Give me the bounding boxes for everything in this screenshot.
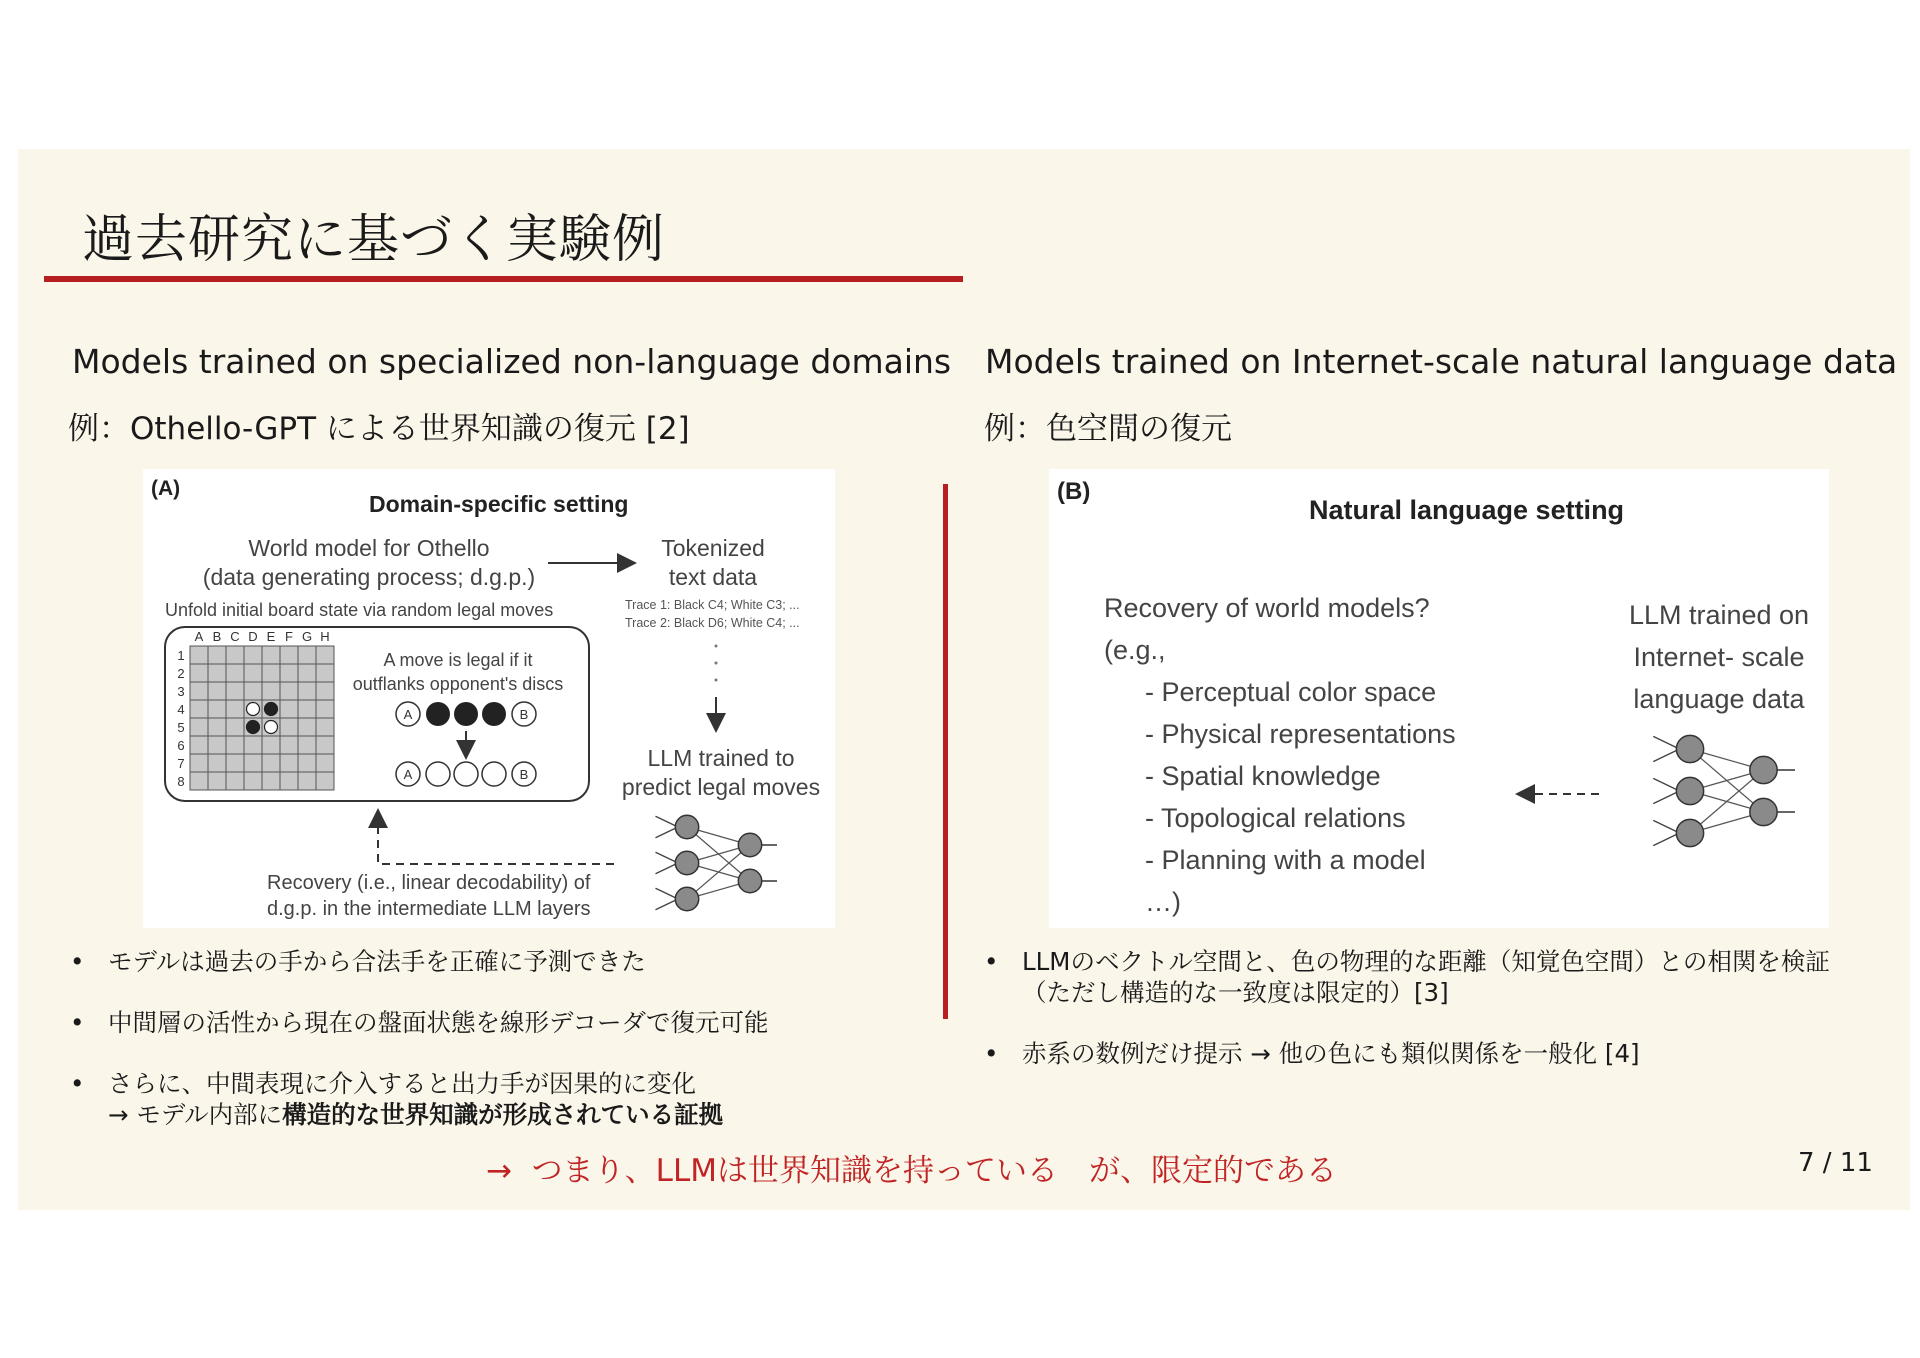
board-column-label: B: [212, 629, 222, 644]
trace-2: Trace 2: Black D6; White C4; ...: [625, 616, 800, 630]
slide: [18, 149, 1910, 1210]
llm-b-line1: LLM trained on: [1628, 600, 1810, 630]
board-disc: [265, 721, 278, 734]
llm-b-line3: language data: [1633, 684, 1805, 714]
svg-text:A: A: [403, 707, 413, 722]
figure-b-title: Natural language setting: [1309, 495, 1625, 525]
slide-title: 過去研究に基づく実験例: [82, 210, 666, 270]
world-model-line1: World model for Othello: [248, 535, 490, 561]
board-column-label: D: [248, 629, 258, 644]
column-divider: [943, 484, 948, 1019]
figure-natural-language: [1049, 469, 1829, 928]
panel-label-a: (A): [151, 477, 181, 500]
recovery-arrow: [378, 812, 614, 864]
recovery-line1: Recovery (i.e., linear decodability) of: [267, 872, 591, 894]
board-row-labels: [177, 648, 184, 789]
tokenized-line1: Tokenized: [661, 535, 765, 561]
right-heading: Models trained on Internet-scale natural language data: [985, 342, 1898, 381]
llm-b-line2: Internet- scale: [1633, 642, 1805, 672]
trace-1: Trace 1: Black C4; White C3; ...: [625, 598, 800, 612]
svg-text:B: B: [519, 707, 529, 722]
page-number: 7 / 11: [1798, 1148, 1873, 1178]
board-column-label: G: [301, 629, 313, 644]
unfold-text: Unfold initial board state via random legal moves: [165, 600, 554, 620]
move-example-after: [396, 762, 536, 786]
board-row-label: 1: [177, 648, 185, 663]
llm-line2: predict legal moves: [621, 774, 821, 800]
world-model-item: - Physical representations: [1145, 719, 1456, 749]
board-row-label: 6: [177, 738, 185, 753]
left-bullet-list: [70, 946, 890, 1160]
neural-network-icon: [1653, 735, 1795, 846]
board-disc: [247, 703, 260, 716]
right-bullet-list: [984, 946, 1904, 1099]
right-example: 例：色空間の復元: [984, 411, 1232, 447]
world-model-item: - Planning with a model: [1145, 845, 1426, 875]
board-column-label: A: [194, 629, 204, 644]
othello-diagram: [143, 469, 835, 928]
board-column-label: E: [266, 629, 276, 644]
board-row-label: 8: [177, 774, 185, 789]
natural-language-diagram: [1049, 469, 1829, 928]
world-model-item: - Topological relations: [1145, 803, 1406, 833]
board-disc: [247, 721, 260, 734]
neural-network-icon: [656, 815, 778, 910]
trace-ellipsis: [715, 645, 718, 682]
world-model-item: - Spatial knowledge: [1145, 761, 1381, 791]
tokenized-line2: text data: [668, 564, 758, 590]
othello-board: [190, 646, 334, 790]
board-row-label: 4: [177, 702, 185, 717]
llm-line1: LLM trained to: [647, 745, 795, 771]
board-disc: [265, 703, 278, 716]
board-row-label: 5: [177, 720, 185, 735]
board-row-label: 2: [177, 666, 185, 681]
emphasis-text: 構造的な世界知識が形成されている証拠: [282, 1100, 724, 1129]
list-item: • 中間層の活性から現在の盤面状態を線形デコーダで復元可能: [70, 1007, 890, 1038]
svg-text:B: B: [519, 767, 529, 782]
legal-line1: A move is legal if it: [383, 650, 533, 670]
recovery-line2: d.g.p. in the intermediate LLM layers: [267, 898, 591, 920]
list-item: • モデルは過去の手から合法手を正確に予測できた: [70, 946, 890, 977]
list-item: • さらに、中間表現に介入すると出力手が因果的に変化 → モデル内部に構造的な世界知識が形成されている証拠: [70, 1068, 890, 1130]
board-column-label: H: [320, 629, 330, 644]
figure-othello: [143, 469, 835, 928]
title-underline: [44, 276, 963, 282]
board-row-label: 3: [177, 684, 185, 699]
world-model-item: - Perceptual color space: [1145, 677, 1437, 707]
list-item: • LLMのベクトル空間と、色の物理的な距離（知覚色空間）との相関を検証 （ただし構造的な一致度は限定的）[3]: [984, 946, 1904, 1008]
board-column-labels: [195, 629, 330, 644]
list-item: • 赤系の数例だけ提示 → 他の色にも類似関係を一般化 [4]: [984, 1038, 1904, 1069]
conclusion-text: → つまり、LLMは世界知識を持っている が、限定的である: [486, 1153, 1337, 1189]
left-example: 例：Othello-GPT による世界知識の復元 [2]: [68, 411, 690, 447]
left-heading: Models trained on specialized non-language domains: [72, 342, 952, 381]
eg-text: (e.g.,: [1104, 635, 1166, 665]
legal-line2: outflanks opponent's discs: [352, 674, 564, 694]
world-model-line2: (data generating process; d.g.p.): [202, 564, 536, 590]
recovery-question: Recovery of world models?: [1104, 593, 1430, 623]
board-column-label: F: [285, 629, 293, 644]
figure-a-title: Domain-specific setting: [369, 491, 629, 517]
move-example-before: [396, 702, 536, 726]
board-row-label: 7: [177, 756, 185, 771]
board-column-label: C: [230, 629, 240, 644]
panel-label-b: (B): [1057, 478, 1091, 505]
svg-text:A: A: [403, 767, 413, 782]
ellipsis-text: …): [1145, 887, 1181, 917]
